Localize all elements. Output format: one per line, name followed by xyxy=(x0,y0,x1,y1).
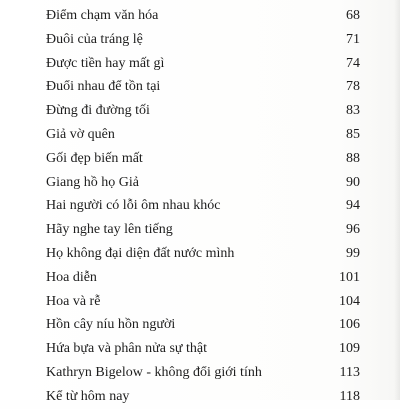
toc-entry-title: Đuôi của tráng lệ xyxy=(46,31,143,47)
toc-entry xyxy=(0,218,400,242)
toc-entry-page: 78 xyxy=(346,79,360,95)
toc-entry xyxy=(0,4,400,28)
toc-entry-page: 109 xyxy=(339,341,360,357)
toc-entry-title: Hứa bựa và phân nửa sự thật xyxy=(46,341,207,357)
toc-entry-page: 118 xyxy=(339,388,360,404)
toc-entry-page: 106 xyxy=(339,317,360,333)
toc-entry-title: Giả vờ quên xyxy=(46,126,115,142)
toc-entry-page: 90 xyxy=(346,174,360,190)
toc-entry xyxy=(0,171,400,195)
toc-entry-page: 99 xyxy=(346,245,360,261)
toc-entry-title: Được tiền hay mất gì xyxy=(46,55,165,71)
toc-entry-title: Đuổi nhau để tồn tại xyxy=(46,79,161,95)
toc-entry-page: 94 xyxy=(346,198,360,214)
toc-entry xyxy=(0,313,400,337)
toc-entry-page: 71 xyxy=(346,31,360,47)
toc-entry-title: Điểm chạm văn hóa xyxy=(46,8,159,23)
toc-entry-title: Kathryn Bigelow - không đổi giới tính xyxy=(46,364,262,380)
toc-entry xyxy=(0,242,400,266)
toc-entry xyxy=(0,147,400,171)
toc-entry xyxy=(0,123,400,147)
toc-entry-page: 83 xyxy=(346,103,360,119)
toc-entry-page: 88 xyxy=(346,150,360,166)
toc-entry-page: 96 xyxy=(346,222,360,238)
toc-entry xyxy=(0,52,400,76)
toc-entry-page: 104 xyxy=(339,293,360,309)
toc-entry-title: Hãy nghe tay lên tiếng xyxy=(46,222,173,238)
toc-entry-title: Hoa diễn xyxy=(46,269,97,285)
toc-entry-page: 113 xyxy=(339,364,360,380)
toc-entry-title: Hai người có lỗi ôm nhau khóc xyxy=(46,198,221,214)
toc-entry-page: 85 xyxy=(346,126,360,142)
toc-entry-page: 68 xyxy=(346,8,360,23)
toc-entry xyxy=(0,385,400,409)
toc-entry xyxy=(0,337,400,361)
toc-entry xyxy=(0,266,400,290)
toc-entry xyxy=(0,290,400,314)
toc-entry xyxy=(0,99,400,123)
toc-entry-page: 101 xyxy=(339,269,360,285)
toc-entry xyxy=(0,28,400,52)
toc-entry-title: Giang hồ họ Giả xyxy=(46,174,139,190)
toc-entry-title: Hoa và rễ xyxy=(46,293,101,309)
toc-entry-title: Kể từ hôm nay xyxy=(46,388,130,404)
toc-entry-title: Gối đẹp biến mất xyxy=(46,150,143,166)
toc-entry-title: Họ không đại diện đất nước mình xyxy=(46,245,235,261)
page-edge-shadow xyxy=(394,0,400,400)
toc-entry-page: 74 xyxy=(346,55,360,71)
toc-entry xyxy=(0,194,400,218)
toc-entry-title: Hồn cây níu hồn người xyxy=(46,317,176,333)
toc-entry xyxy=(0,361,400,385)
table-of-contents xyxy=(0,4,400,409)
toc-entry xyxy=(0,75,400,99)
toc-entry-title: Đừng đi đường tối xyxy=(46,103,150,119)
